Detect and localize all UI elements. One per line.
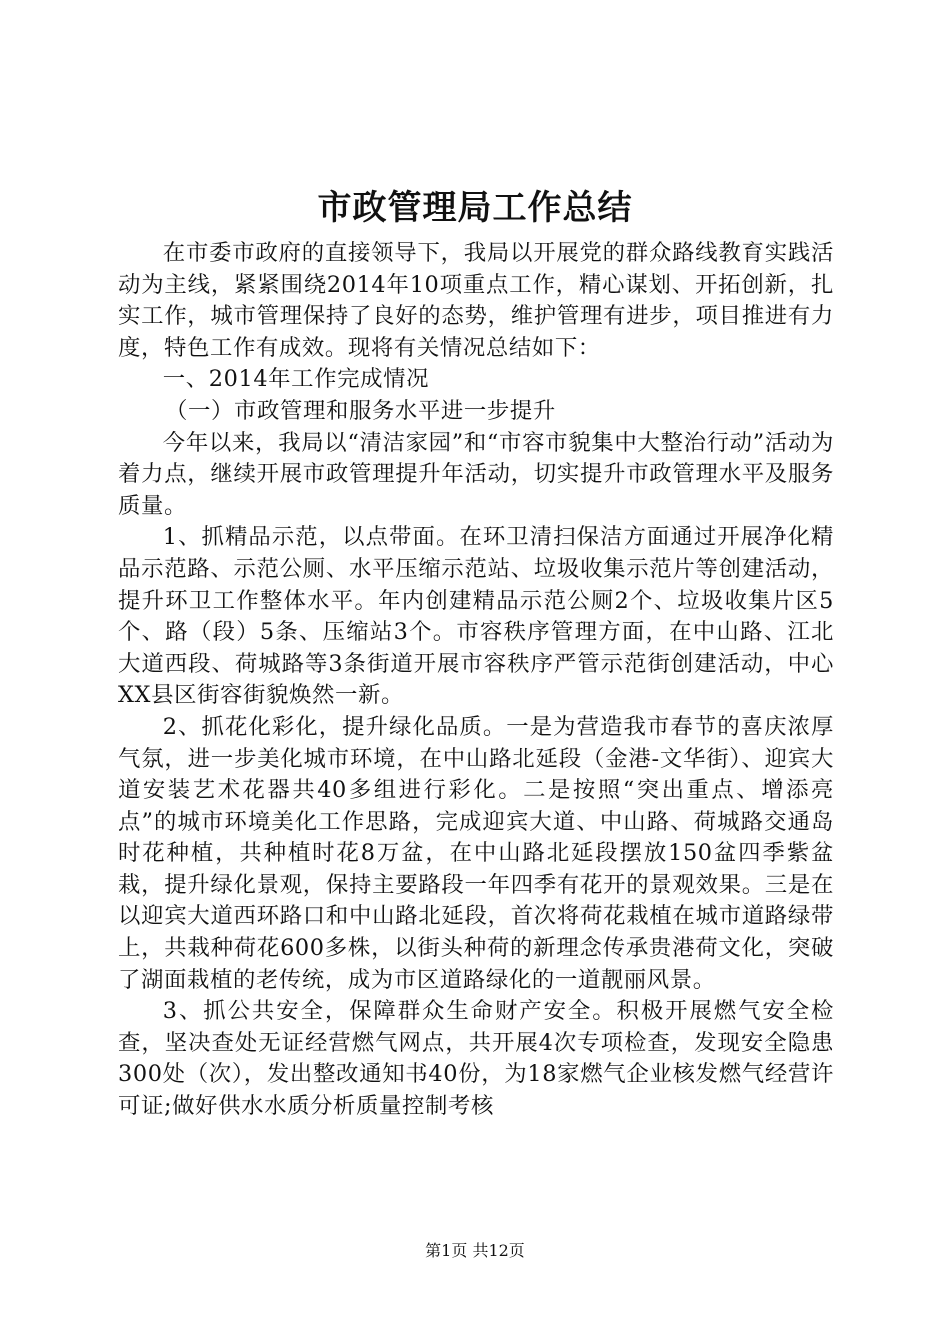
page-number-footer: 第1页 共12页 (425, 1241, 525, 1260)
section-heading: 一、2014年工作完成情况 (162, 366, 430, 393)
subsection-heading: （一）市政管理和服务水平进一步提升 (165, 397, 556, 424)
body-paragraph: 今年以来，我局以“清洁家园”和“市容市貌集中大整治行动”活动为着力点，继续开展市政管理提升年活动，切实提升市政管理水平及服务质量。 (118, 429, 834, 519)
body-paragraph: 2、抓花化彩化，提升绿化品质。一是为营造我市春节的喜庆浓厚气氛，进一步美化城市环境，在中山路北延段（金港-文华街）、迎宾大道安装艺术花器共40多组进行彩化。二是按照“突出重点、增添亮点”的城市环境美化工作思路，完成迎宾大道、中山路、荷城路交通岛时花种植，共种植时花8万盆，在中山路北延段摆放150盆四季紫盆栽，提升绿化景观，保持主要路段一年四季有花开的景观效果。三是在以迎宾大道西环路口和中山路北延段，首次将荷花栽植在城市道路绿带上，共栽种荷花600多株，以街头种荷的新理念传承贵港荷文化，突破了湖面栽植的老传统，成为市区道路绿化的一道靓丽风景。 (118, 713, 834, 993)
intro-paragraph: 在市委市政府的直接领导下，我局以开展党的群众路线教育实践活动为主线，紧紧围绕2014年10项重点工作，精心谋划、开拓创新，扎实工作，城市管理保持了良好的态势，维护管理有进步，项目推进有力度，特色工作有成效。现将有关情况总结如下： (118, 240, 834, 361)
body-paragraph: 1、抓精品示范，以点带面。在环卫清扫保洁方面通过开展净化精品示范路、示范公厕、水平压缩示范站、垃圾收集示范片等创建活动，提升环卫工作整体水平。年内创建精品示范公厕2个、垃圾收集片区5个、路（段）5条、压缩站3个。市容秩序管理方面，在中山路、江北大道西段、荷城路等3条街道开展市容秩序严管示范街创建活动，中心XX县区街容街貌焕然一新。 (118, 524, 834, 709)
document-title: 市政管理局工作总结 (317, 188, 633, 228)
document-body (118, 238, 834, 1123)
body-paragraph: 3、抓公共安全，保障群众生命财产安全。积极开展燃气安全检查，坚决查处无证经营燃气网点，共开展4次专项检查，发现安全隐患300处（次），发出整改通知书40份，为18家燃气企业核发燃气经营许可证;做好供水水质分析质量控制考核 (118, 998, 834, 1120)
